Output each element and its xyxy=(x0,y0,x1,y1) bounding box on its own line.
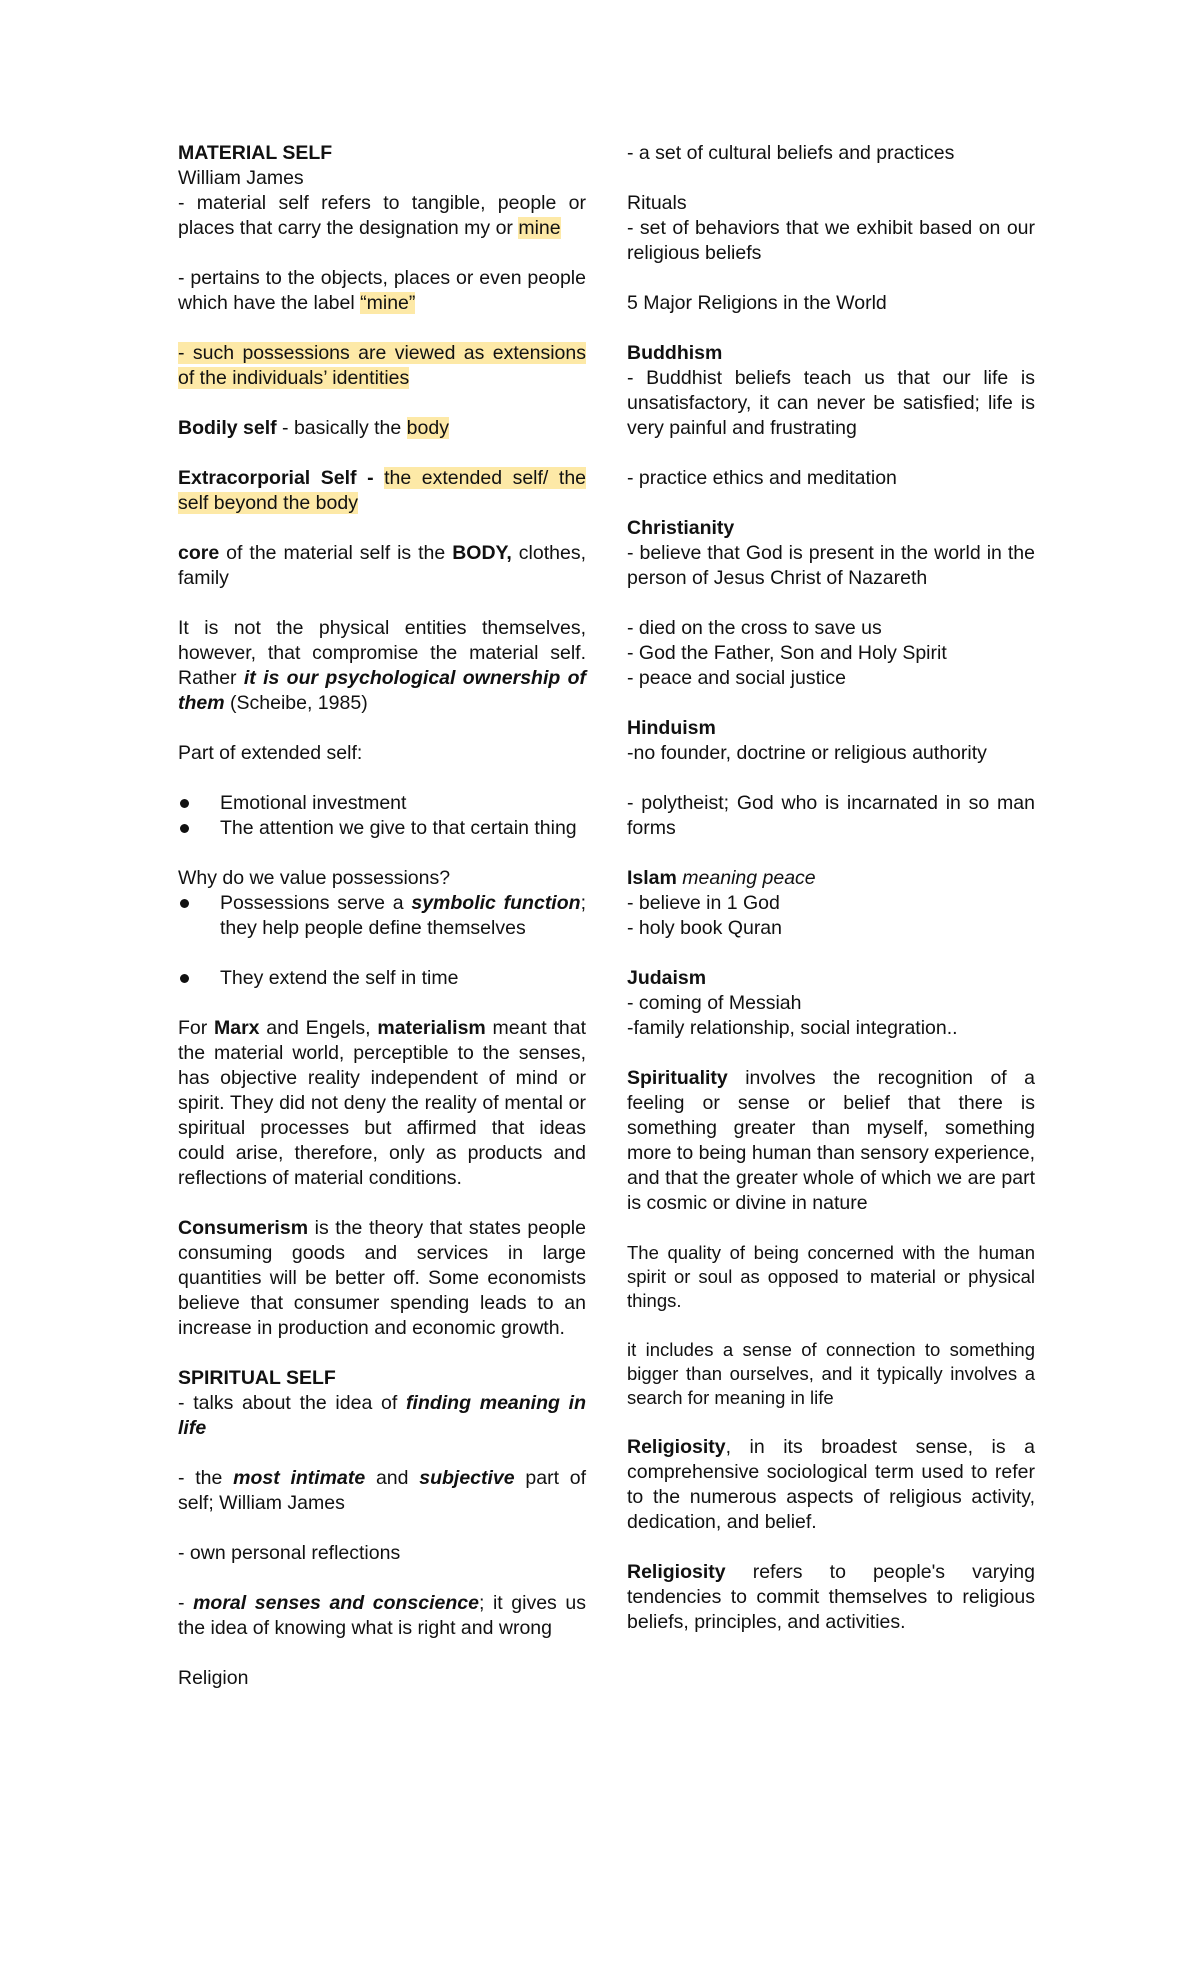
bullet-icon xyxy=(180,824,189,833)
material-self-definition: - material self refers to tangible, people or places that carry the designation my or mine xyxy=(178,192,586,239)
left-column xyxy=(178,141,586,1691)
buddhism-practice: - practice ethics and meditation xyxy=(627,467,897,489)
extracorporial-self-paragraph: Extracorporial Self - the extended self/ the self beyond the body xyxy=(178,467,587,514)
list-item: They extend the self in time xyxy=(178,966,586,991)
core-material-self-paragraph: core of the material self is the BODY, clothes, family xyxy=(178,542,586,589)
christianity-heading: Christianity xyxy=(627,517,735,539)
consumerism-paragraph: Consumerism is the theory that states people consuming goods and services in large quantities will be better off. Some economists believe that consumer spending leads to an increase in production and economic growth. xyxy=(178,1217,586,1339)
why-value-list-2 xyxy=(178,966,586,991)
spirituality-paragraph: Spirituality involves the recognition of a feeling or sense or belief that there is something greater than myself, something more to being human than sensory experience, and that the greater whole of which we are part is cosmic or divine in nature xyxy=(627,1067,1035,1214)
highlight-mine: mine xyxy=(518,217,561,239)
list-item: Emotional investment xyxy=(178,791,586,816)
religiosity-tendencies-paragraph: Religiosity refers to people's varying tendencies to commit themselves to religious beliefs, principles, and activities. xyxy=(627,1561,1035,1633)
hinduism-beliefs: -no founder, doctrine or religious authority xyxy=(627,742,987,764)
islam-line: - believe in 1 God xyxy=(627,892,780,914)
bullet-icon xyxy=(180,899,189,908)
extended-self-heading: Part of extended self: xyxy=(178,742,363,764)
right-column xyxy=(627,141,1035,1635)
religiosity-broad-paragraph: Religiosity, in its broadest sense, is a comprehensive sociological term used to refer to the numerous aspects of religious activity, dedication, and belief. xyxy=(627,1436,1035,1533)
major-religions-heading: 5 Major Religions in the World xyxy=(627,292,887,314)
why-value-heading: Why do we value possessions? xyxy=(178,867,451,889)
hinduism-heading: Hinduism xyxy=(627,717,716,739)
marx-materialism-paragraph: For Marx and Engels, materialism meant that the material world, perceptible to the senses, has objective reality independent of mind or spirit. They did not deny the reality of mental or spiritual processes but affirmed that ideas could arise, therefore, only as products and reflections of material conditions. xyxy=(178,1017,586,1189)
material-self-author: William James xyxy=(178,167,304,189)
spirituality-quality-paragraph: The quality of being concerned with the human spirit or soul as opposed to material or physical things. xyxy=(627,1242,1035,1311)
christianity-beliefs: - believe that God is present in the world in the person of Jesus Christ of Nazareth xyxy=(627,542,1035,589)
religion-heading: Religion xyxy=(178,1667,249,1689)
rituals-definition: - set of behaviors that we exhibit based on our religious beliefs xyxy=(627,217,1035,264)
christianity-line: - peace and social justice xyxy=(627,667,846,689)
list-item: The attention we give to that certain thing xyxy=(178,816,586,841)
judaism-line: -family relationship, social integration.. xyxy=(627,1017,958,1039)
why-value-list xyxy=(178,891,586,941)
judaism-heading: Judaism xyxy=(627,967,707,989)
extended-self-list xyxy=(178,791,586,841)
spiritual-self-meaning: - talks about the idea of finding meaning in life xyxy=(178,1392,586,1439)
hinduism-polytheist: - polytheist; God who is incarnated in so man forms xyxy=(627,792,1035,839)
religion-definition: - a set of cultural beliefs and practices xyxy=(627,142,955,164)
islam-heading: Islam meaning peace xyxy=(627,867,816,889)
islam-line: - holy book Quran xyxy=(627,917,783,939)
christianity-line: - God the Father, Son and Holy Spirit xyxy=(627,642,947,664)
list-item: Possessions serve a symbolic function; they help people define themselves xyxy=(178,891,586,941)
material-self-heading: MATERIAL SELF xyxy=(178,142,333,164)
spiritual-self-heading: SPIRITUAL SELF xyxy=(178,1367,336,1389)
spiritual-self-intimate: - the most intimate and subjective part of self; William James xyxy=(178,1467,587,1514)
buddhism-beliefs: - Buddhist beliefs teach us that our life is unsatisfactory, it can never be satisfied; life is very painful and frustrating xyxy=(627,367,1035,439)
highlight-mine-quoted: “mine” xyxy=(360,292,416,314)
possessions-extensions-paragraph: - such possessions are viewed as extensions of the individuals’ identities xyxy=(178,342,586,389)
bullet-icon xyxy=(180,799,189,808)
christianity-line: - died on the cross to save us xyxy=(627,617,882,639)
bullet-icon xyxy=(180,974,189,983)
spiritual-self-conscience: - moral senses and conscience; it gives us the idea of knowing what is right and wrong xyxy=(178,1592,586,1639)
material-self-label-paragraph: - pertains to the objects, places or even people which have the label “mine” xyxy=(178,267,586,314)
buddhism-heading: Buddhism xyxy=(627,342,723,364)
spiritual-self-reflections: - own personal reflections xyxy=(178,1542,401,1564)
rituals-heading: Rituals xyxy=(627,192,687,214)
bodily-self-paragraph: Bodily self - basically the body xyxy=(178,417,449,439)
spirituality-connection-paragraph: it includes a sense of connection to something bigger than ourselves, and it typically involves a search for meaning in life xyxy=(627,1339,1035,1408)
judaism-line: - coming of Messiah xyxy=(627,992,802,1014)
psychological-ownership-paragraph: It is not the physical entities themselves, however, that compromise the material self. Rather it is our psychological ownership of them (Scheibe, 1985) xyxy=(178,617,587,714)
